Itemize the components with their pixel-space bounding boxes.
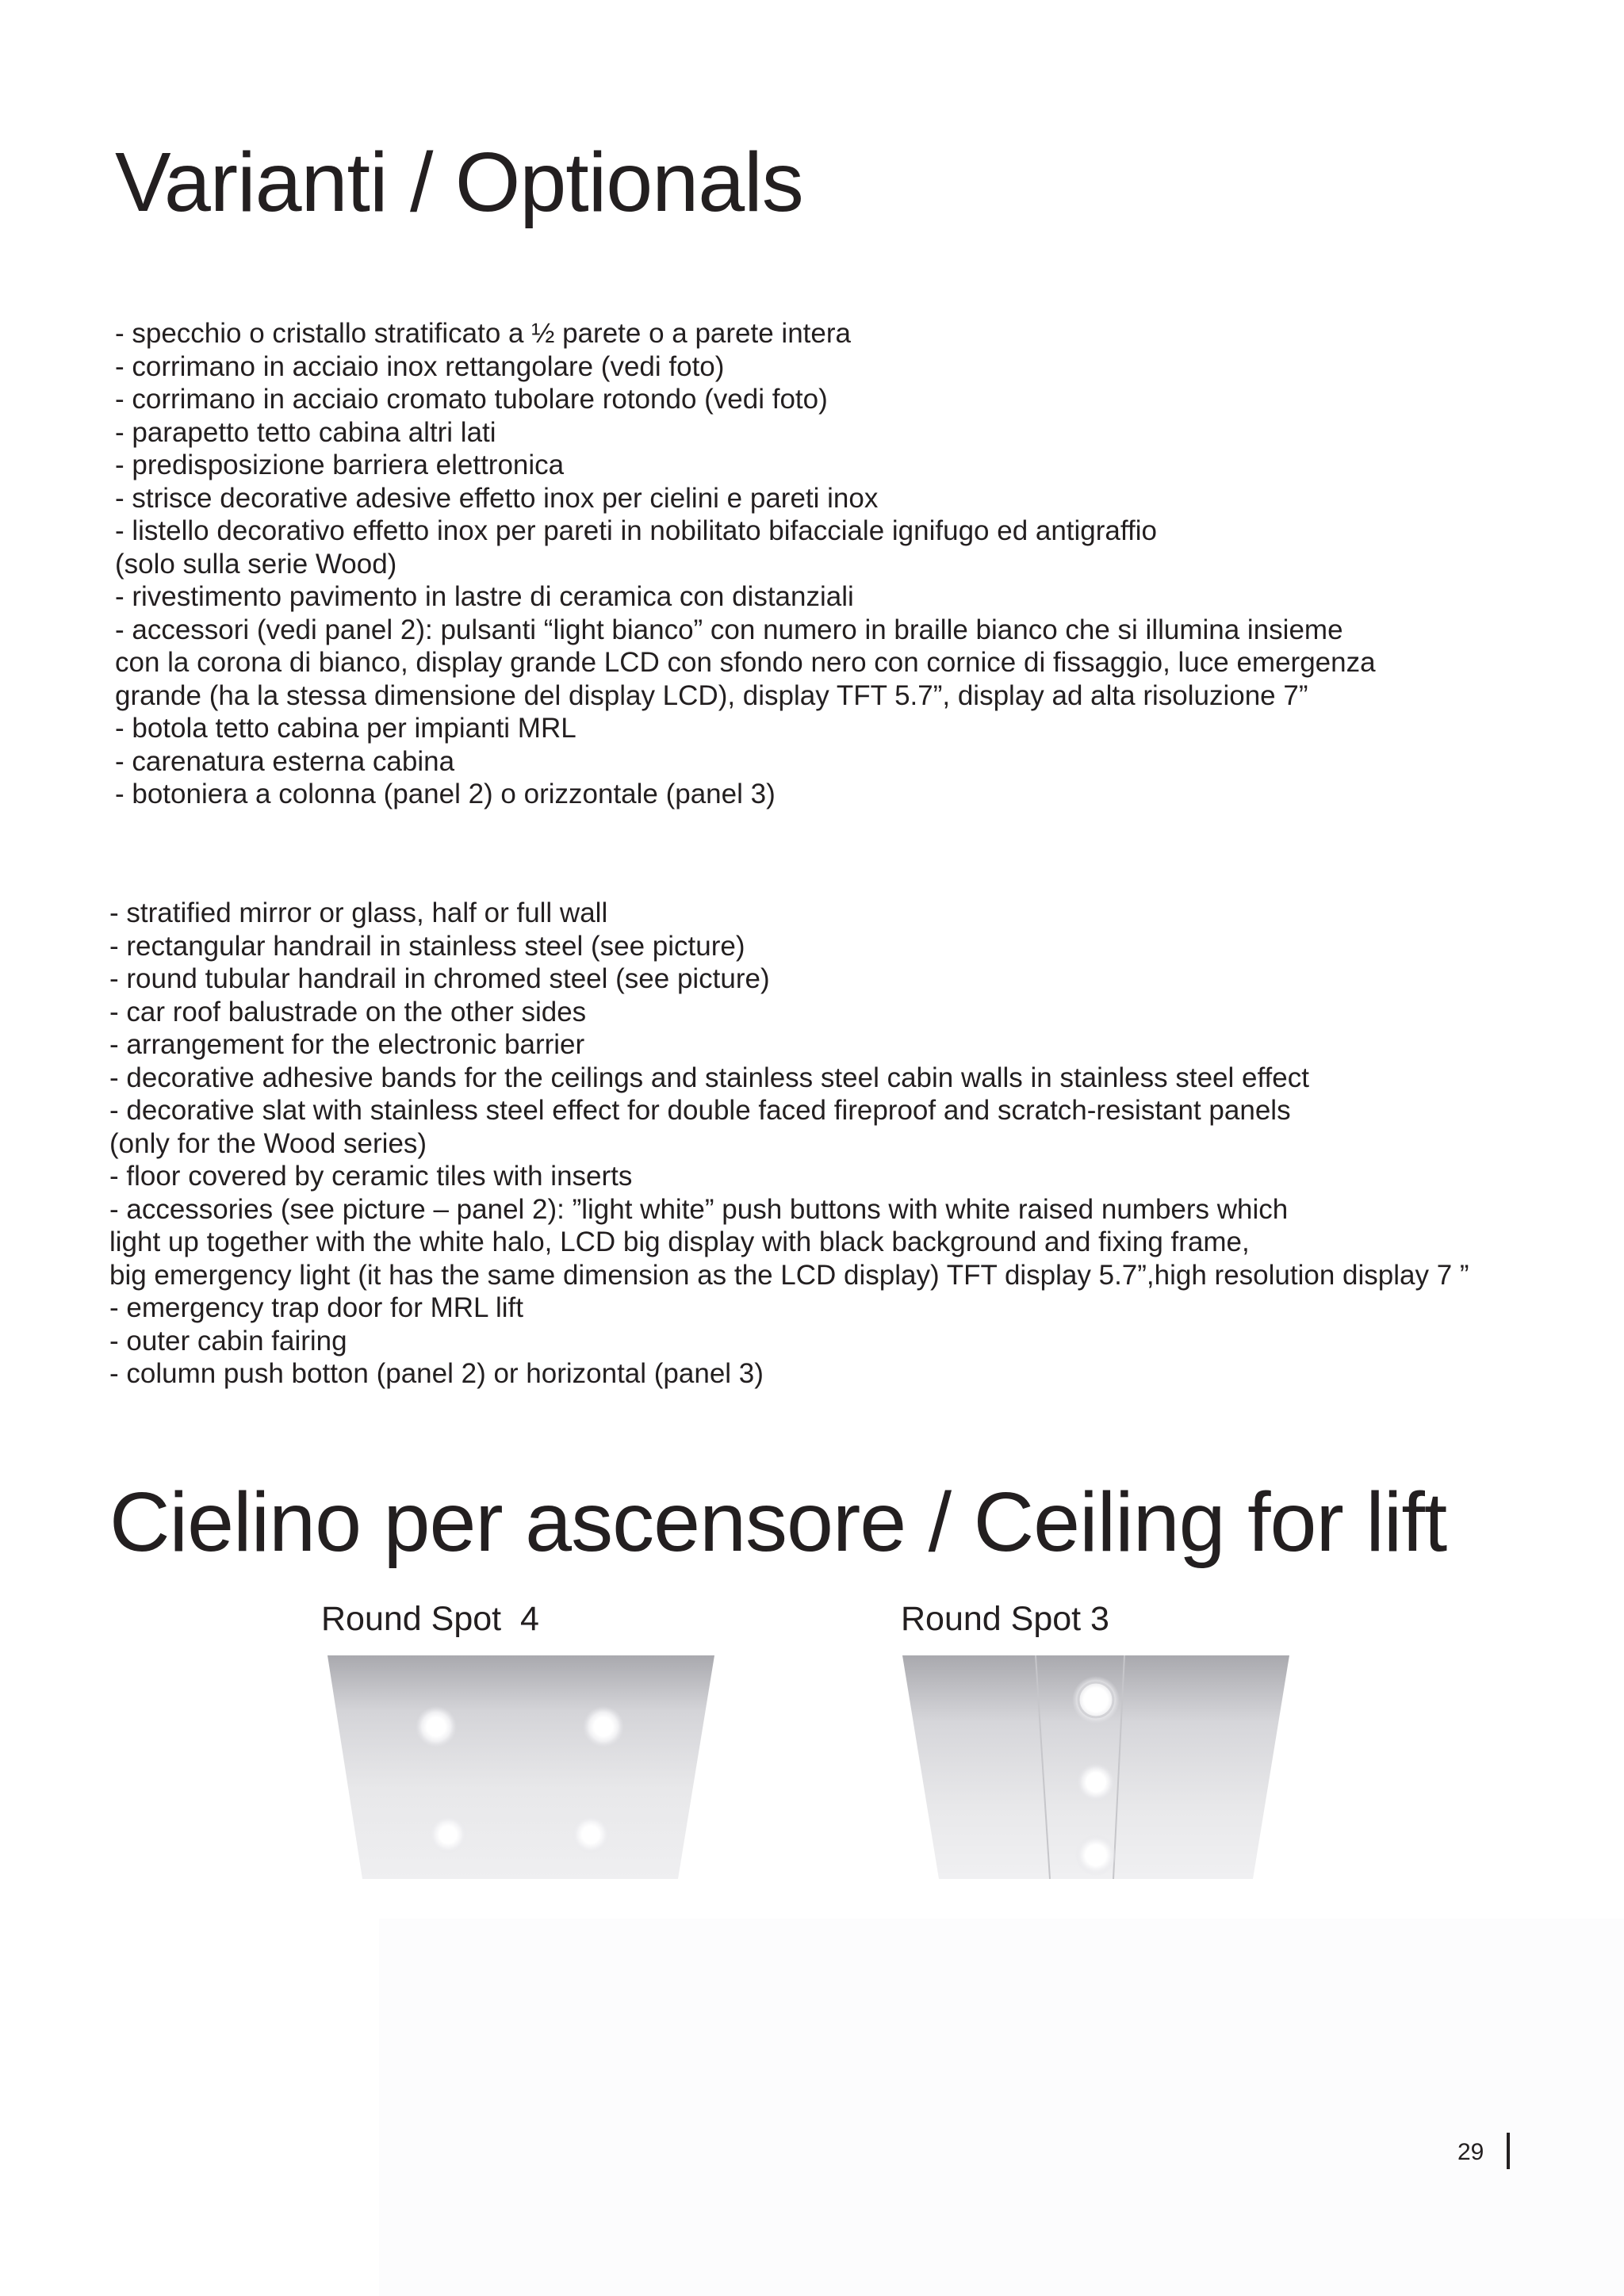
list-item: - car roof balustrade on the other sides (109, 996, 587, 1027)
list-item: - botoniera a colonna (panel 2) o orizzontale (panel 3) (115, 779, 776, 809)
list-item: - rivestimento pavimento in lastre di ceramica con distanziali (115, 581, 854, 612)
list-item: - specchio o cristallo stratificato a ½ parete o a parete intera (115, 318, 851, 349)
variants-list-english (109, 897, 1469, 1391)
list-item: - decorative adhesive bands for the ceilings and stainless steel cabin walls in stainless steel effect (109, 1062, 1309, 1093)
list-item: - outer cabin fairing (109, 1325, 347, 1357)
ceiling-image-round-spot-4 (313, 1655, 746, 1879)
list-item: big emergency light (it has the same dimension as the LCD display) TFT display 5.7”,high resolution display 7 ” (109, 1259, 1469, 1291)
page-number: 29 (1457, 2139, 1484, 2165)
spot-light-icon (429, 1816, 467, 1854)
list-item: - botola tetto cabina per impianti MRL (115, 713, 576, 744)
list-item: - column push botton (panel 2) or horizontal (panel 3) (109, 1358, 764, 1389)
variants-list-italian (115, 317, 1376, 811)
list-item: - accessories (see picture – panel 2): ”light white” push buttons with white raised numbers which (109, 1193, 1289, 1225)
product-caption-round-spot-4: Round Spot 4 (321, 1600, 539, 1638)
list-item: (solo sulla serie Wood) (115, 548, 397, 580)
list-item: - rectangular handrail in stainless steel (see picture) (109, 930, 745, 962)
list-item: - corrimano in acciaio inox rettangolare (vedi foto) (115, 350, 725, 382)
list-item: - carenatura esterna cabina (115, 745, 455, 777)
spot-light-icon (1075, 1835, 1116, 1876)
spot-light-icon (1077, 1763, 1115, 1801)
list-item: - listello decorativo effetto inox per pareti in nobilitato bifacciale ignifugo ed antigraffio (115, 515, 1157, 546)
list-item: con la corona di bianco, display grande LCD con sfondo nero con cornice di fissaggio, luce emergenza (115, 647, 1376, 678)
page-number-rule (1507, 2133, 1510, 2169)
list-item: - predisposizione barriera elettronica (115, 450, 565, 480)
spot-light-icon (416, 1706, 457, 1747)
variants-title: Varianti / Optionals (115, 136, 803, 229)
list-item: - accessori (vedi panel 2): pulsanti “light bianco” con numero in braille bianco che si illumina insieme (115, 614, 1343, 645)
list-item: - floor covered by ceramic tiles with inserts (109, 1161, 633, 1192)
page-background-tint (379, 1919, 1624, 2296)
ceiling-image-round-spot-3 (894, 1655, 1327, 1879)
list-item: - emergency trap door for MRL lift (109, 1292, 523, 1323)
ceiling-title: Cielino per ascensore / Ceiling for lift (109, 1475, 1447, 1569)
list-item: (only for the Wood series) (109, 1127, 427, 1159)
spot-light-icon (583, 1706, 624, 1747)
list-item: - round tubular handrail in chromed steel (see picture) (109, 963, 770, 994)
list-item: grande (ha la stessa dimensione del display LCD), display TFT 5.7”, display ad alta risoluzione 7” (115, 679, 1308, 711)
list-item: - arrangement for the electronic barrier (109, 1029, 585, 1060)
list-item: - parapetto tetto cabina altri lati (115, 416, 496, 448)
list-item: - stratified mirror or glass, half or full wall (109, 897, 608, 928)
list-item: - decorative slat with stainless steel effect for double faced fireproof and scratch-resistant panels (109, 1095, 1291, 1126)
product-caption-round-spot-3: Round Spot 3 (901, 1600, 1109, 1638)
list-item: - corrimano in acciaio cromato tubolare rotondo (vedi foto) (115, 384, 828, 415)
ceiling-panel (327, 1655, 714, 1879)
spot-light-icon (572, 1816, 610, 1854)
list-item: light up together with the white halo, LCD big display with black background and fixing frame, (109, 1226, 1250, 1257)
list-item: - strisce decorative adesive effetto inox per cielini e pareti inox (115, 482, 879, 514)
